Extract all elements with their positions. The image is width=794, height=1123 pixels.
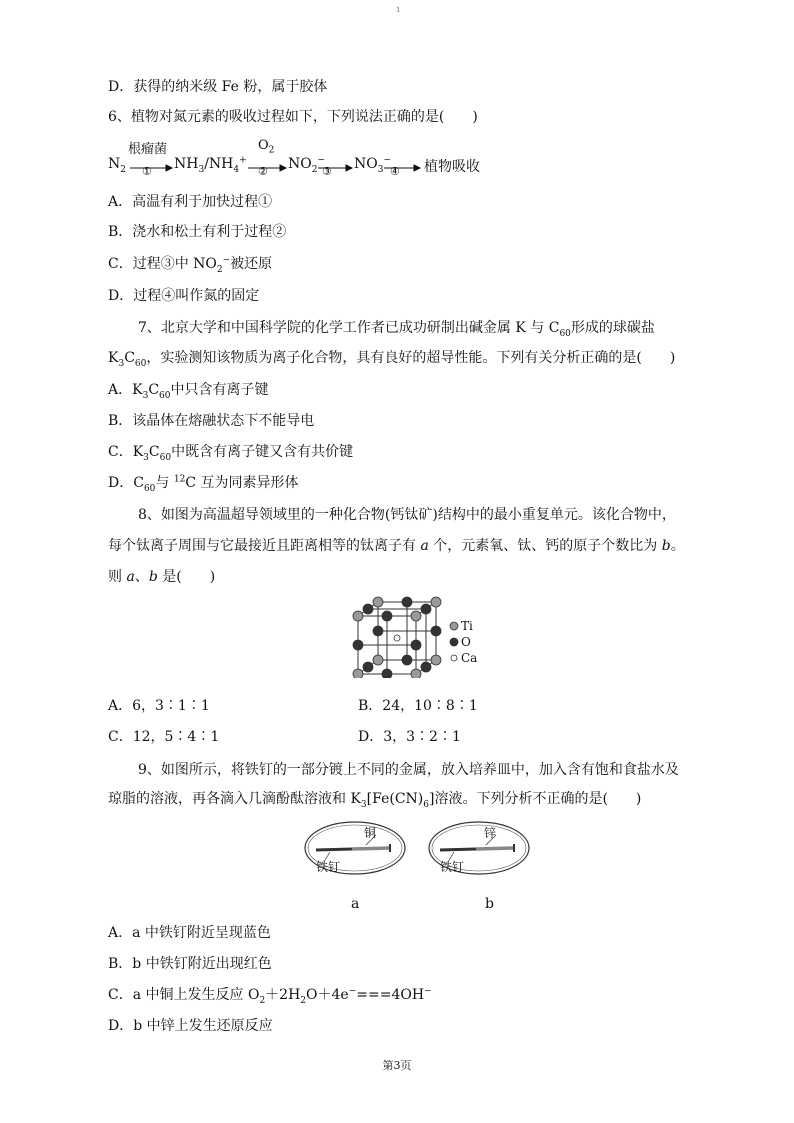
q8-stem-line3: 则 a、b 是( ) (108, 569, 216, 585)
perovskite-unit-cell-figure (344, 596, 494, 678)
q9-option-c: C．a 中铜上发生反应 $O_2+2H_2O+4e^-===4OH^-$ (108, 986, 432, 1006)
q7-option-a: A．$K_3C_{60}$中只含有离子键 (108, 382, 269, 401)
fig-a-caption: a (351, 896, 360, 912)
q6-option-d: D．过程④叫作氮的固定 (108, 288, 260, 304)
page-footer: 第3页 (382, 1059, 412, 1072)
q8-option-d: D．3，3∶2∶1 (358, 729, 461, 745)
q9-option-b: B．b 中铁钉附近出现红色 (108, 956, 272, 972)
q9-option-a: A．a 中铁钉附近呈现蓝色 (108, 925, 271, 941)
legend-ti: Ti (461, 619, 473, 633)
scheme-step-3: ③ (322, 165, 332, 178)
q8-stem-line1: 8、如图为高温超导领域里的一种化合物(钙钛矿)结构中的最小重复单元。该化合物中， (138, 507, 676, 523)
q7-option-d: D．$C_{60}$与 $^{12}$C 互为同素异形体 (108, 474, 299, 494)
q6-option-c: C．过程③中 $NO_2^-$被还原 (108, 255, 273, 275)
fig-a-nail-label: 铁钉 (316, 860, 341, 874)
fig-b-metal-label: 锌 (484, 826, 497, 840)
q8-option-a: A．6，3∶1∶1 (108, 698, 210, 714)
scheme-end: 植物吸收 (424, 159, 480, 175)
q9-option-d: D．b 中锌上发生还原反应 (108, 1018, 273, 1034)
q6-stem: 6、植物对氮元素的吸收过程如下，下列说法正确的是( ) (108, 109, 478, 125)
nitrogen-cycle-scheme (108, 138, 528, 182)
scheme-no2: $NO_2^-$ (288, 155, 326, 175)
scheme-label-1: 根瘤菌 (128, 142, 168, 157)
scheme-step-1: ① (142, 165, 152, 178)
page-header-mark: 1 (396, 6, 401, 14)
q8-option-b: B．24，10∶8∶1 (358, 698, 478, 714)
q7-option-c: C．$K_3C_{60}$中既含有离子键又含有共价键 (108, 444, 354, 463)
fig-b-nail-label: 铁钉 (440, 860, 465, 874)
scheme-nh3-nh4: $NH_3/NH_4^+$ (174, 155, 247, 175)
q7-option-b: B．该晶体在熔融状态下不能导电 (108, 413, 315, 429)
fig-a-metal-label: 铜 (364, 826, 377, 840)
q6-option-b: B．浇水和松土有利于过程② (108, 224, 287, 240)
q8-option-c: C．12，5∶4∶1 (108, 729, 220, 745)
scheme-label-2: $O_2$ (258, 138, 275, 156)
q8-stem-line2: 每个钛离子周围与它最接近且距离相等的钛离子有 a 个，元素氧、钛、钙的原子个数比为 b。 (108, 538, 685, 554)
legend-ca: Ca (461, 651, 478, 665)
q9-stem-line2: 琼脂的溶液，再各滴入几滴酚酞溶液和 $K_3[Fe(CN)_6]$溶液。下列分析不正确的是( ) (108, 791, 642, 810)
q7-stem-line1: 7、北京大学和中国科学院的化学工作者已成功研制出碱金属 K 与 $C_{60}$形成的球碳盐 (138, 320, 655, 339)
fig-b-caption: b (485, 896, 494, 912)
q7-stem-line2: $K_3C_{60}$，实验测知该物质为离子化合物，具有良好的超导性能。下列有关分析正确的是( ) (108, 350, 676, 369)
scheme-step-4: ④ (390, 165, 400, 178)
q9-stem-line1: 9、如图所示，将铁钉的一部分镀上不同的金属，放入培养皿中，加入含有饱和食盐水及 (138, 762, 679, 778)
scheme-no3: $NO_3^-$ (354, 155, 392, 175)
q5-option-d: D．获得的纳米级 Fe 粉，属于胶体 (108, 79, 328, 95)
q6-option-a: A．高温有利于加快过程① (108, 194, 273, 210)
scheme-n2: $N_2$ (108, 156, 126, 175)
legend-o: O (461, 635, 471, 649)
scheme-step-2: ② (258, 165, 268, 178)
